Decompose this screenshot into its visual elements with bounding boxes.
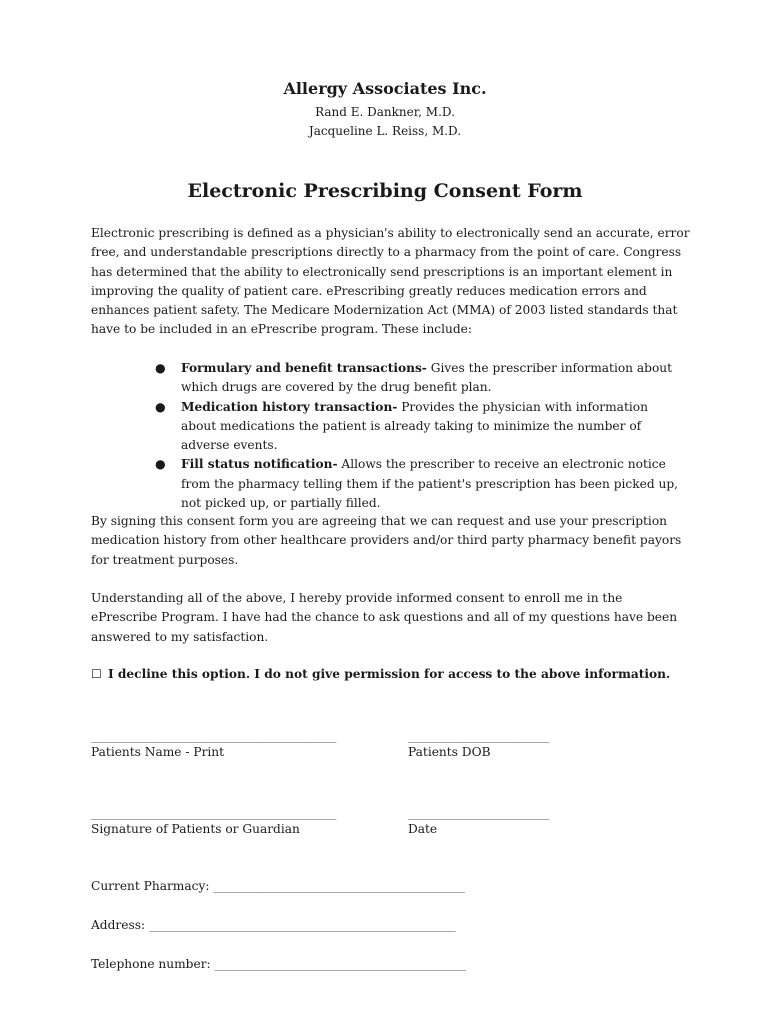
bullet-term: Medication history transaction- xyxy=(181,399,398,414)
address-label: Address: xyxy=(91,918,149,932)
practice-name: Allergy Associates Inc. xyxy=(283,79,487,98)
signature-label: Signature of Patients or Guardian xyxy=(91,822,300,836)
pharmacy-row xyxy=(91,877,464,896)
decline-checkbox[interactable]: ☐ xyxy=(91,667,102,681)
decline-label: I decline this option. I do not give permission for access to the above information. xyxy=(107,667,671,681)
pharmacy-label: Current Pharmacy: xyxy=(91,879,214,893)
patient-dob-label: Patients DOB xyxy=(408,745,491,759)
patient-name-label: Patients Name - Print xyxy=(91,745,225,759)
telephone-label: Telephone number: xyxy=(91,957,215,971)
telephone-row xyxy=(91,955,466,974)
intro-paragraph: Electronic prescribing is defined as a physician's ability to electronically send an accurate, error free, and understandable prescriptions directly to a pharmacy from the point of care. Congress has determined that the ability to electronically send prescriptions is an important element in improving the quality of patient care. ePrescribing greatly reduces medication errors and enhances patient safety. The Medicare Modernization Act (MMA) of 2003 listed standards that have to be included in an ePrescribe program. These include: xyxy=(91,226,690,337)
bullet-icon: ● xyxy=(155,457,166,472)
bullet-term: Fill status notification- xyxy=(181,457,338,472)
bullet-term: Formulary and benefit transactions- xyxy=(181,361,427,375)
bullet-icon: ● xyxy=(155,361,166,375)
patient-dob-field[interactable]: _______________________ xyxy=(408,730,549,743)
patient-name-field[interactable]: ________________________________________ xyxy=(91,730,336,743)
form-title: Electronic Prescribing Consent Form xyxy=(187,180,583,202)
bullet-icon: ● xyxy=(155,399,166,414)
signature-field[interactable]: ________________________________________ xyxy=(91,807,336,820)
doctor-name-2: Jacqueline L. Reiss, M.D. xyxy=(308,124,462,138)
address-row xyxy=(91,916,455,935)
list-item xyxy=(155,359,685,398)
date-field[interactable]: _______________________ xyxy=(408,807,549,820)
decline-option[interactable] xyxy=(91,665,711,684)
list-item xyxy=(155,455,685,513)
understanding-paragraph: Understanding all of the above, I hereby provide informed consent to enroll me in the ePrescribe Program. I have had the chance to ask questions and all of my questions have been answered to my satisfaction. xyxy=(91,591,678,644)
doctor-name-1: Rand E. Dankner, M.D. xyxy=(315,105,455,119)
bullet-text: Allows the prescriber to receive an electronic notice from the pharmacy telling them if the patient's prescription has been picked up, not picked up, or partially filled. xyxy=(181,457,679,511)
date-label: Date xyxy=(408,822,438,836)
list-item xyxy=(155,398,685,456)
telephone-field[interactable]: _________________________________________ xyxy=(214,958,466,971)
signing-paragraph: By signing this consent form you are agreeing that we can request and use your prescription medication history from other healthcare providers and/or third party pharmacy benefit payors for treatment purposes. xyxy=(91,514,682,567)
pharmacy-field[interactable]: _________________________________________ xyxy=(213,880,465,893)
bullet-text: Provides the physician with information about medications the patient is already taking to minimize the number of adverse events. xyxy=(181,399,648,453)
bullet-text: Gives the prescriber information about which drugs are covered by the drug benefit plan. xyxy=(181,361,673,395)
letterhead xyxy=(0,78,770,141)
standards-list xyxy=(155,359,685,513)
address-field[interactable]: __________________________________________________ xyxy=(148,919,456,932)
